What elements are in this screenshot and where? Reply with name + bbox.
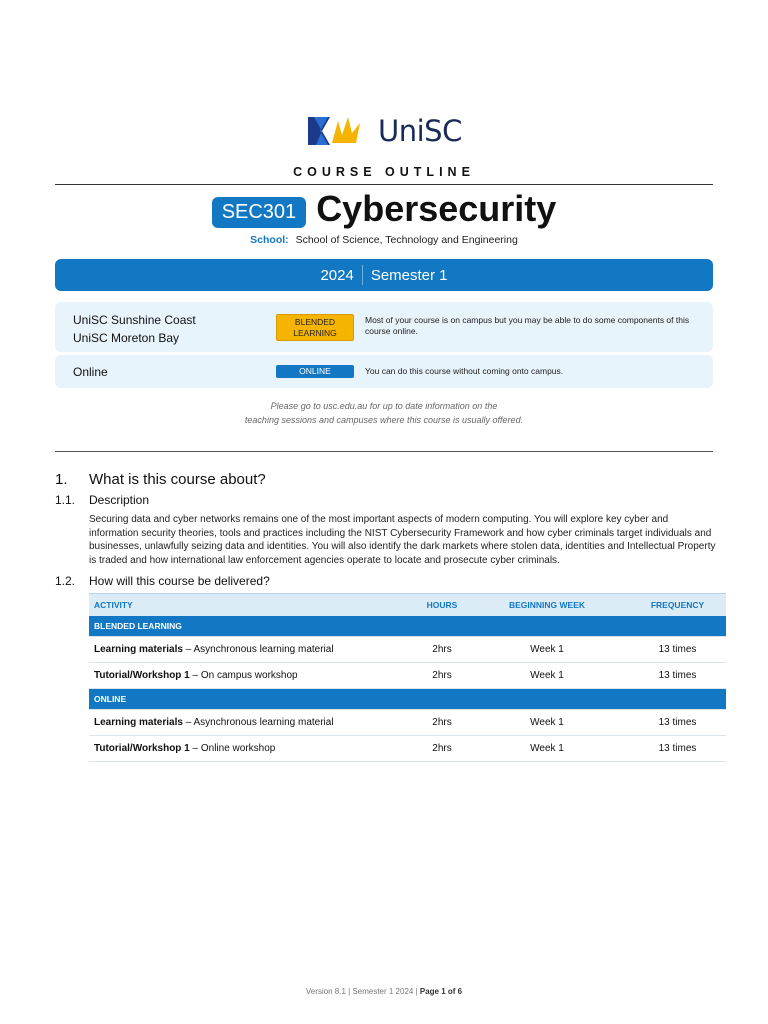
course-code-badge: SEC301 (212, 197, 307, 228)
activity-detail: – Online workshop (189, 743, 276, 754)
footer-page-number: Page 1 of 6 (419, 987, 463, 996)
activity-detail: – Asynchronous learning material (182, 644, 334, 655)
table-header-row (89, 594, 726, 616)
activity-name: Learning materials (94, 644, 183, 655)
header-divider (55, 184, 713, 185)
activity-cell (89, 710, 419, 736)
campus-list (73, 311, 196, 347)
logo-mark-icon (308, 113, 376, 149)
campus-list (73, 363, 108, 381)
course-outline-label: COURSE OUTLINE (293, 165, 475, 179)
subsection-number: 1.2. (55, 574, 76, 588)
subsection-title: Description (89, 493, 150, 507)
course-title: Cybersecurity (316, 188, 557, 229)
semester-divider (362, 265, 363, 285)
page-footer (0, 987, 768, 996)
subsection-title: How will this course be delivered? (89, 574, 270, 588)
school-name: School of Science, Technology and Engineering (295, 234, 518, 246)
table-row (89, 710, 726, 736)
online-badge: ONLINE (276, 365, 354, 378)
offering-online (55, 355, 713, 388)
activity-name: Tutorial/Workshop 1 (94, 743, 190, 754)
section-divider (55, 451, 713, 452)
unisc-logo (308, 112, 468, 150)
activity-name: Learning materials (94, 717, 183, 728)
week-cell: Week 1 (465, 710, 629, 736)
hours-cell: 2hrs (419, 710, 465, 736)
badge-line: LEARNING (293, 328, 337, 338)
activity-cell (89, 637, 419, 663)
hours-cell: 2hrs (419, 663, 465, 689)
week-cell: Week 1 (465, 736, 629, 762)
section-name: BLENDED LEARNING (89, 616, 726, 637)
hours-cell: 2hrs (419, 637, 465, 663)
activity-detail: – On campus workshop (189, 670, 298, 681)
table-row (89, 637, 726, 663)
campus-name: UniSC Sunshine Coast (73, 313, 196, 327)
semester-term: Semester 1 (370, 266, 448, 284)
activity-name: Tutorial/Workshop 1 (94, 670, 190, 681)
header-hours: HOURS (419, 594, 465, 616)
subsection-heading (55, 574, 270, 588)
blended-learning-badge (276, 314, 354, 341)
mode-description: Most of your course is on campus but you may be able to do some components of this course online. (365, 315, 690, 336)
week-cell: Week 1 (465, 663, 629, 689)
header-frequency: FREQUENCY (629, 594, 726, 616)
offering-note (0, 399, 768, 427)
note-line: teaching sessions and campuses where this course is usually offered. (244, 415, 524, 425)
table-row (89, 736, 726, 762)
activity-detail: – Asynchronous learning material (182, 717, 334, 728)
subsection-number: 1.1. (55, 493, 76, 507)
section-name: ONLINE (89, 689, 726, 710)
campus-name: Online (73, 365, 108, 379)
logo-text: UniSC (378, 114, 462, 148)
table-section-row (89, 616, 726, 637)
table-section-row (89, 689, 726, 710)
header-beginning-week: BEGINNING WEEK (465, 594, 629, 616)
section-heading (55, 471, 266, 488)
frequency-cell: 13 times (629, 663, 726, 689)
semester-year: 2024 (320, 266, 354, 284)
activity-cell (89, 736, 419, 762)
school-label: School: (250, 234, 289, 246)
frequency-cell: 13 times (629, 736, 726, 762)
semester-bar (55, 259, 713, 291)
campus-name: UniSC Moreton Bay (73, 331, 180, 345)
badge-line: BLENDED (294, 317, 336, 327)
subsection-heading (55, 493, 149, 507)
course-description: Securing data and cyber networks remains one of the most important aspects of modern computing. You will explore key cyber and information security theories, tools and practices including the NIST Cybersecurity Framework and how cyber criminals target individuals and businesses, unlawfully seizing data and identities. You will also identify the dark markets where stolen data, identities and Intellectual Property is traded and how international law enforcement agencies operate to locate and prosecute cyber criminals. (89, 514, 716, 566)
note-line: Please go to usc.edu.au for up to date information on the (270, 401, 498, 411)
activity-cell (89, 663, 419, 689)
offering-blended (55, 302, 713, 352)
week-cell: Week 1 (465, 637, 629, 663)
hours-cell: 2hrs (419, 736, 465, 762)
mode-description: You can do this course without coming onto campus. (365, 366, 564, 376)
section-number: 1. (55, 471, 68, 488)
title-row (0, 188, 768, 230)
delivery-table (89, 593, 726, 762)
section-title: What is this course about? (89, 471, 266, 488)
footer-version: Version 8.1 | Semester 1 2024 | (305, 987, 420, 996)
header-activity: ACTIVITY (89, 594, 419, 616)
frequency-cell: 13 times (629, 637, 726, 663)
table-row (89, 663, 726, 689)
frequency-cell: 13 times (629, 710, 726, 736)
school-line (0, 234, 768, 246)
